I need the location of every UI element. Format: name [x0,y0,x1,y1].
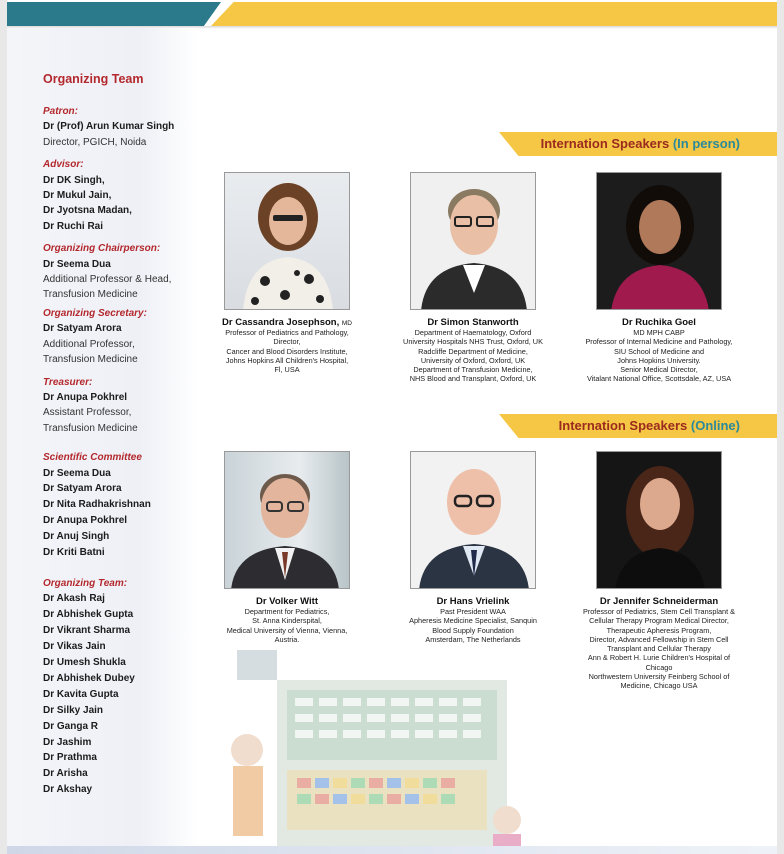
speaker-photo [224,172,350,310]
speaker-photo [410,451,536,589]
speaker-name: Dr Jennifer Schneiderman [599,596,719,607]
speaker-desc: Past President WAA [440,607,506,616]
treasurer-desc: Transfusion Medicine [43,422,138,434]
speaker-desc: Transplant and Cellular Therapy [607,644,711,654]
speaker-desc: St. Anna Kinderspital, [252,616,322,626]
treasurer-name: Dr Anupa Pokhrel [43,391,128,403]
speaker-photo [410,172,536,310]
speaker-card [202,451,372,644]
speaker-desc: Therapeutic Apheresis Program, [606,625,712,635]
speaker-card [574,451,744,691]
secretary-role: Organizing Secretary: [43,307,147,319]
speaker-desc: Professor of Pediatrics and Pathology, [225,328,349,337]
speaker-card [388,451,558,644]
banner-in-person [499,132,777,156]
team-member: Dr Prathma [43,752,97,764]
patron-role: Patron: [43,106,78,117]
speaker-desc: Austria. [274,634,300,644]
team-member: Dr Umesh Shukla [43,657,126,668]
speaker-desc: Senior Medical Director, [620,365,698,375]
team-member: Dr Jashim [43,736,92,748]
speaker-desc: Johns Hopkins All Children's Hospital, [225,355,349,365]
team-member: Dr Ganga R [43,720,99,732]
speaker-card [202,172,372,374]
secretary-desc: Transfusion Medicine [43,354,138,366]
chairperson-name: Dr Seema Dua [43,258,111,270]
speaker-desc: Apheresis Medicine Specialist, Sanquin [409,616,537,626]
scientific-member: Dr Anuj Singh [43,531,110,543]
speaker-desc: Medicine, Chicago USA [620,681,698,691]
advisor-name: Dr Ruchi Rai [43,220,104,232]
chairperson-desc: Transfusion Medicine [43,289,138,301]
patron-desc: Director, PGICH, Noida [43,136,147,148]
header-yellow-stripe [211,2,777,26]
speaker-desc: MD MPH CABP [633,328,685,337]
speaker-desc: Fl, USA [274,365,300,375]
speaker-desc: Professor of Internal Medicine and Pathology, [585,337,733,347]
hospital-illustration [217,650,567,854]
brochure-page [7,0,777,854]
team-member: Dr Arisha [43,768,88,780]
speaker-name: Dr Volker Witt [255,596,319,607]
team-member: Dr Akshay [43,784,93,796]
banner-tag: (In person) [672,136,740,151]
team-member: Dr Abhishek Gupta [43,609,134,621]
speaker-desc: SIU School of Medicine and [613,346,705,356]
footer-band [7,846,777,854]
speaker-card [388,172,558,384]
team-member: Dr Silky Jain [43,704,104,716]
speaker-desc: Professor of Pediatrics, Stem Cell Transplant & [582,607,736,616]
patron-name: Dr (Prof) Arun Kumar Singh [43,121,175,133]
speaker-desc: Amsterdam, The Netherlands [425,634,521,644]
treasurer-desc: Assistant Professor, [43,407,132,419]
speaker-name: Dr Ruchika Goel [622,317,696,328]
speaker-desc: Director, Advanced Fellowship in Stem Cell [589,634,729,644]
scientific-committee-role: Scientific Committee [43,452,142,464]
organizing-team-role: Organizing Team: [43,577,128,589]
banner-title: Internation Speakers [540,136,670,151]
speaker-name: Dr Hans Vrielink [436,596,510,607]
speaker-degree: MD [341,320,352,327]
chairperson-desc: Additional Professor & Head, [43,274,172,286]
team-member: Dr Akash Raj [43,593,105,605]
team-member: Dr Abhishek Dubey [43,672,135,684]
speaker-photo [596,172,722,310]
speaker-desc: Department for Pediatrics, [244,607,330,616]
team-member: Dr Kavita Gupta [43,688,119,700]
secretary-desc: Additional Professor, [43,338,135,350]
speaker-desc: Johns Hopkins University. [617,355,701,365]
speaker-desc: Vitalant National Office, Scottsdale, AZ, USA [586,374,732,384]
organizing-team-title: Organizing Team [43,72,144,86]
speaker-desc: Northwestern University Feinberg School of [588,672,730,682]
speaker-desc: Director, [273,337,301,347]
advisor-name: Dr DK Singh, [43,174,105,186]
speaker-desc: Cellular Therapy Program Medical Director, [589,616,729,626]
scientific-member: Dr Nita Radhakrishnan [43,499,151,511]
scientific-member: Dr Seema Dua [43,467,111,479]
team-member: Dr Vikrant Sharma [43,625,131,637]
speaker-desc: NHS Blood and Transplant, Oxford, UK [409,374,537,384]
treasurer-role: Treasurer: [43,376,93,388]
advisor-name: Dr Jyotsna Madan, [43,205,132,217]
banner-online [499,414,777,438]
speaker-desc: Department of Transfusion Medicine, [413,365,533,375]
speaker-photo [596,451,722,589]
speaker-desc: Chicago [645,662,673,672]
advisor-role: Advisor: [43,159,84,171]
header-band [7,0,777,26]
speaker-desc: University Hospitals NHS Trust, Oxford, UK [403,337,543,347]
speaker-desc: Radcliffe Department of Medicine, [418,346,528,356]
header-teal-stripe [7,2,221,26]
banner-title: Internation Speakers [558,418,688,433]
scientific-member: Dr Satyam Arora [43,483,122,495]
advisor-name: Dr Mukul Jain, [43,190,112,202]
speaker-name: Dr Cassandra Josephson, [222,317,340,328]
organizing-committee [43,104,203,798]
team-member: Dr Vikas Jain [43,641,106,653]
secretary-name: Dr Satyam Arora [43,323,122,335]
speaker-photo [224,451,350,589]
speaker-desc: Blood Supply Foundation [432,625,514,635]
scientific-member: Dr Kriti Batni [43,547,105,559]
speaker-name: Dr Simon Stanworth [427,317,519,328]
speaker-desc: Department of Haematology, Oxford [414,328,532,337]
speaker-desc: Cancer and Blood Disorders Institute, [226,346,348,356]
speaker-desc: Ann & Robert H. Lurie Children's Hospital of [587,653,731,663]
speaker-desc: Medical University of Vienna, Vienna, [226,625,348,635]
scientific-member: Dr Anupa Pokhrel [43,515,128,527]
banner-tag: (Online) [690,418,740,433]
speaker-desc: University of Oxford, Oxford, UK [420,355,526,365]
chairperson-role: Organizing Chairperson: [43,243,161,255]
speaker-card [574,172,744,384]
